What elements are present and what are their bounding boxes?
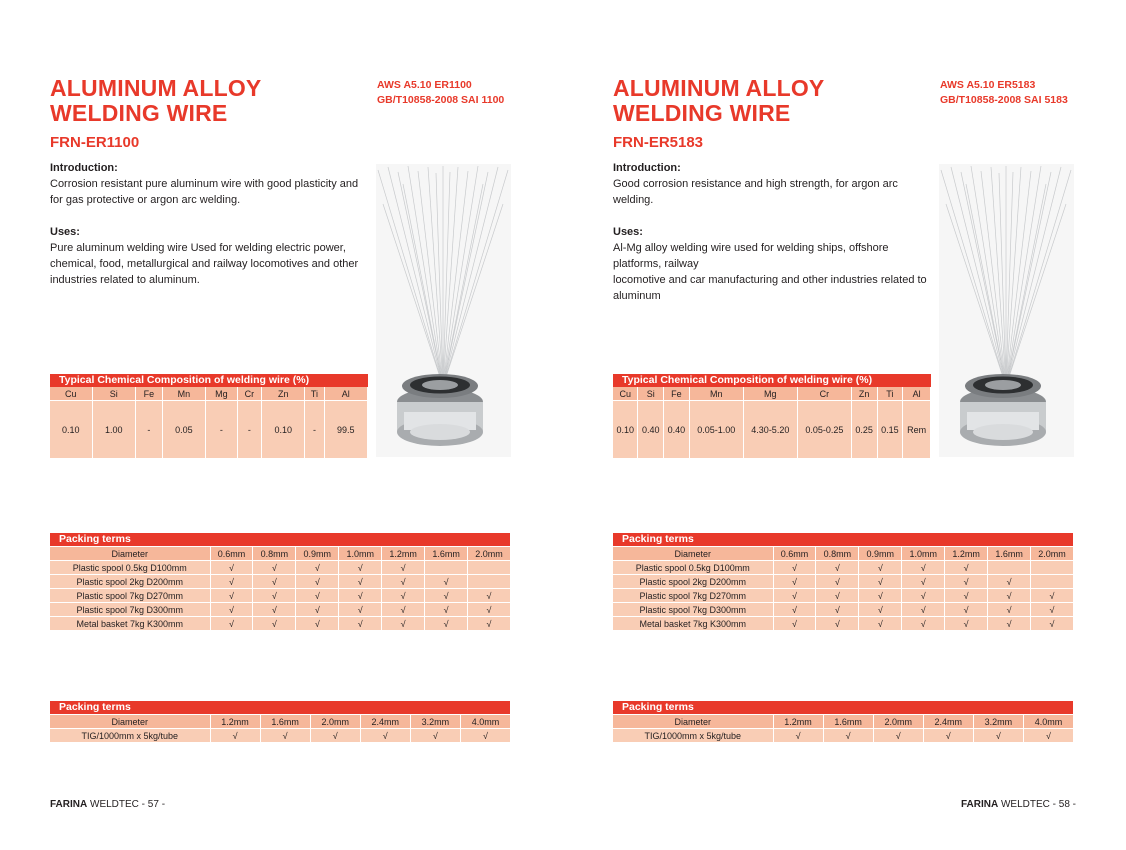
check-cell: √	[988, 589, 1031, 603]
page-footer	[961, 799, 1076, 810]
check-cell: √	[296, 575, 339, 589]
check-cell: √	[816, 589, 859, 603]
check-cell: √	[902, 617, 945, 631]
product-model: FRN-ER5183	[613, 134, 704, 151]
page-footer	[50, 799, 165, 810]
check-cell: √	[382, 603, 425, 617]
check-cell: √	[382, 575, 425, 589]
standard-aws: AWS A5.10 ER5183	[940, 79, 1036, 91]
check-cell: √	[210, 603, 253, 617]
check-cell: √	[210, 617, 253, 631]
check-cell: √	[859, 575, 902, 589]
uses-line: Pure aluminum welding wire Used for welding electric power,	[50, 242, 346, 254]
check-cell: √	[859, 617, 902, 631]
chemical-composition-title: Typical Chemical Composition of welding wire (%)	[50, 374, 368, 387]
check-cell: √	[902, 561, 945, 575]
title-line-2: WELDING WIRE	[613, 100, 791, 126]
table-row	[50, 561, 511, 575]
diameter-size-header: 1.6mm	[823, 715, 873, 729]
element-header: Al	[903, 387, 931, 401]
footer-page-number: WELDTEC - 57 -	[87, 799, 166, 810]
standard-gb: GB/T10858-2008 SAI 5183	[940, 94, 1068, 106]
packing-terms-spool-table	[613, 533, 1074, 631]
diameter-header: Diameter	[50, 547, 210, 561]
check-cell: √	[773, 729, 823, 743]
product-model: FRN-ER1100	[50, 134, 140, 151]
check-cell: √	[468, 603, 511, 617]
uses-line: chemical, food, metallurgical and railway locomotives and other	[50, 258, 359, 270]
check-cell: √	[902, 589, 945, 603]
packing-type-cell: TIG/1000mm x 5kg/tube	[613, 729, 773, 743]
title-line-1: ALUMINUM ALLOY	[613, 75, 825, 101]
diameter-size-header: 2.4mm	[923, 715, 973, 729]
check-cell: √	[382, 617, 425, 631]
check-cell: √	[360, 729, 410, 743]
table-row	[50, 589, 511, 603]
check-cell: √	[382, 589, 425, 603]
chemical-composition-table	[50, 374, 368, 458]
check-cell: √	[923, 729, 973, 743]
diameter-size-header: 2.4mm	[360, 715, 410, 729]
check-cell: √	[902, 603, 945, 617]
product-title	[613, 76, 824, 126]
element-value: -	[305, 401, 324, 459]
check-cell: √	[468, 617, 511, 631]
footer-page-number: WELDTEC - 58 -	[998, 799, 1076, 810]
element-header: Mg	[206, 387, 238, 401]
packing-terms-title: Packing terms	[613, 533, 1074, 547]
introduction-heading: Introduction:	[50, 162, 118, 174]
check-cell: √	[1031, 589, 1074, 603]
check-cell: √	[339, 589, 382, 603]
check-cell	[468, 575, 511, 589]
check-cell: √	[253, 589, 296, 603]
check-cell: √	[339, 603, 382, 617]
element-value: Rem	[903, 401, 931, 459]
check-cell: √	[988, 617, 1031, 631]
check-cell: √	[859, 603, 902, 617]
check-cell: √	[816, 561, 859, 575]
check-cell: √	[253, 575, 296, 589]
check-cell: √	[210, 561, 253, 575]
check-cell: √	[339, 575, 382, 589]
uses-line: Al-Mg alloy welding wire used for welding ships, offshore	[613, 242, 889, 254]
diameter-size-header: 4.0mm	[460, 715, 510, 729]
packing-type-cell: Plastic spool 7kg D270mm	[50, 589, 210, 603]
element-value: 0.40	[664, 401, 690, 459]
check-cell: √	[823, 729, 873, 743]
diameter-size-header: 3.2mm	[410, 715, 460, 729]
uses-section	[50, 224, 368, 288]
table-row	[613, 617, 1074, 631]
table-row	[50, 617, 511, 631]
introduction-line: Good corrosion resistance and high strength, for argon arc	[613, 178, 898, 190]
catalog-page-right	[563, 0, 1126, 850]
diameter-size-header: 1.2mm	[773, 715, 823, 729]
check-cell: √	[425, 603, 468, 617]
title-line-2: WELDING WIRE	[50, 100, 228, 126]
introduction-line: Corrosion resistant pure aluminum wire with good plasticity and	[50, 178, 359, 190]
check-cell: √	[988, 575, 1031, 589]
check-cell: √	[945, 575, 988, 589]
element-header: Ti	[877, 387, 903, 401]
check-cell: √	[773, 575, 816, 589]
element-value: 0.05-1.00	[689, 401, 743, 459]
element-header: Cu	[50, 387, 92, 401]
diameter-size-header: 2.0mm	[873, 715, 923, 729]
element-header: Mn	[162, 387, 205, 401]
element-header: Zn	[851, 387, 877, 401]
check-cell: √	[382, 561, 425, 575]
element-value: 0.10	[613, 401, 638, 459]
element-header: Cu	[613, 387, 638, 401]
element-header: Fe	[135, 387, 162, 401]
wire-spool-image	[376, 164, 511, 457]
packing-type-cell: TIG/1000mm x 5kg/tube	[50, 729, 210, 743]
standard-gb: GB/T10858-2008 SAI 1100	[377, 94, 505, 106]
wire-spool-image	[939, 164, 1074, 457]
chemical-composition-table	[613, 374, 931, 458]
diameter-size-header: 2.0mm	[468, 547, 511, 561]
packing-terms-title: Packing terms	[50, 533, 511, 547]
element-value: 0.10	[50, 401, 92, 459]
check-cell: √	[816, 617, 859, 631]
element-header: Mg	[743, 387, 797, 401]
check-cell: √	[973, 729, 1023, 743]
diameter-size-header: 0.6mm	[210, 547, 253, 561]
diameter-size-header: 2.0mm	[1031, 547, 1074, 561]
introduction-line: welding.	[613, 194, 654, 206]
packing-type-cell: Plastic spool 7kg D300mm	[50, 603, 210, 617]
packing-terms-tig-table	[613, 701, 1074, 743]
introduction-section	[613, 160, 931, 208]
diameter-size-header: 1.6mm	[260, 715, 310, 729]
check-cell: √	[773, 589, 816, 603]
element-value: -	[135, 401, 162, 459]
check-cell: √	[773, 561, 816, 575]
table-row	[50, 603, 511, 617]
diameter-header: Diameter	[50, 715, 210, 729]
check-cell: √	[296, 617, 339, 631]
check-cell: √	[816, 603, 859, 617]
introduction-heading: Introduction:	[613, 162, 681, 174]
diameter-size-header: 1.6mm	[988, 547, 1031, 561]
uses-line: industries related to aluminum.	[50, 274, 200, 286]
check-cell: √	[210, 589, 253, 603]
check-cell	[1031, 575, 1074, 589]
check-cell: √	[296, 561, 339, 575]
table-row	[613, 729, 1074, 743]
check-cell: √	[859, 589, 902, 603]
check-cell	[425, 561, 468, 575]
packing-terms-title: Packing terms	[50, 701, 511, 715]
chemical-composition-title: Typical Chemical Composition of welding wire (%)	[613, 374, 931, 387]
table-row	[613, 575, 1074, 589]
diameter-header: Diameter	[613, 715, 773, 729]
element-header: Cr	[237, 387, 262, 401]
check-cell: √	[945, 561, 988, 575]
uses-line: platforms, railway	[613, 258, 699, 270]
element-header: Cr	[797, 387, 851, 401]
packing-type-cell: Plastic spool 2kg D200mm	[50, 575, 210, 589]
table-row	[613, 603, 1074, 617]
diameter-size-header: 1.2mm	[382, 547, 425, 561]
element-header: Al	[324, 387, 368, 401]
check-cell: √	[210, 729, 260, 743]
product-title	[50, 76, 261, 126]
check-cell: √	[410, 729, 460, 743]
diameter-size-header: 0.8mm	[816, 547, 859, 561]
introduction-section	[50, 160, 368, 208]
diameter-size-header: 0.6mm	[773, 547, 816, 561]
standard-codes	[940, 78, 1068, 108]
introduction-line: for gas protective or argon arc welding.	[50, 194, 241, 206]
diameter-size-header: 1.6mm	[425, 547, 468, 561]
check-cell	[468, 561, 511, 575]
check-cell: √	[310, 729, 360, 743]
check-cell: √	[425, 589, 468, 603]
check-cell: √	[1023, 729, 1073, 743]
uses-heading: Uses:	[613, 226, 643, 238]
packing-type-cell: Metal basket 7kg K300mm	[50, 617, 210, 631]
check-cell: √	[253, 603, 296, 617]
diameter-size-header: 1.2mm	[945, 547, 988, 561]
check-cell	[988, 561, 1031, 575]
packing-terms-tig-table	[50, 701, 511, 743]
check-cell: √	[296, 603, 339, 617]
packing-terms-title: Packing terms	[613, 701, 1074, 715]
table-row	[613, 589, 1074, 603]
check-cell: √	[253, 561, 296, 575]
element-value: 0.05-0.25	[797, 401, 851, 459]
check-cell: √	[945, 603, 988, 617]
check-cell: √	[425, 617, 468, 631]
check-cell: √	[425, 575, 468, 589]
check-cell: √	[945, 589, 988, 603]
diameter-size-header: 0.9mm	[859, 547, 902, 561]
check-cell: √	[773, 617, 816, 631]
element-value: 1.00	[92, 401, 135, 459]
packing-type-cell: Plastic spool 0.5kg D100mm	[613, 561, 773, 575]
packing-type-cell: Plastic spool 2kg D200mm	[613, 575, 773, 589]
standard-aws: AWS A5.10 ER1100	[377, 79, 472, 91]
check-cell: √	[468, 589, 511, 603]
element-value: 0.05	[162, 401, 205, 459]
diameter-size-header: 4.0mm	[1023, 715, 1073, 729]
element-header: Mn	[689, 387, 743, 401]
table-row	[50, 575, 511, 589]
footer-brand: FARINA	[960, 799, 999, 810]
element-value: -	[237, 401, 262, 459]
element-header: Si	[92, 387, 135, 401]
check-cell: √	[253, 617, 296, 631]
check-cell: √	[296, 589, 339, 603]
diameter-size-header: 2.0mm	[310, 715, 360, 729]
check-cell: √	[988, 603, 1031, 617]
table-row	[50, 729, 511, 743]
packing-terms-spool-table	[50, 533, 511, 631]
table-row	[613, 561, 1074, 575]
check-cell: √	[1031, 603, 1074, 617]
diameter-header: Diameter	[613, 547, 773, 561]
element-value: 4.30-5.20	[743, 401, 797, 459]
diameter-size-header: 1.0mm	[339, 547, 382, 561]
diameter-size-header: 3.2mm	[973, 715, 1023, 729]
check-cell: √	[1031, 617, 1074, 631]
element-value: 0.10	[262, 401, 305, 459]
packing-type-cell: Plastic spool 0.5kg D100mm	[50, 561, 210, 575]
check-cell: √	[339, 561, 382, 575]
check-cell: √	[873, 729, 923, 743]
check-cell: √	[945, 617, 988, 631]
uses-line: aluminum	[613, 290, 661, 302]
packing-type-cell: Metal basket 7kg K300mm	[613, 617, 773, 631]
check-cell: √	[460, 729, 510, 743]
element-header: Ti	[305, 387, 324, 401]
check-cell: √	[816, 575, 859, 589]
element-header: Fe	[664, 387, 690, 401]
uses-section	[613, 224, 931, 304]
diameter-size-header: 0.8mm	[253, 547, 296, 561]
check-cell: √	[859, 561, 902, 575]
element-header: Zn	[262, 387, 305, 401]
standard-codes	[377, 78, 504, 108]
packing-type-cell: Plastic spool 7kg D270mm	[613, 589, 773, 603]
element-value: 0.25	[851, 401, 877, 459]
diameter-size-header: 1.0mm	[902, 547, 945, 561]
check-cell: √	[339, 617, 382, 631]
footer-brand: FARINA	[50, 799, 88, 810]
element-value: 0.40	[638, 401, 664, 459]
check-cell: √	[260, 729, 310, 743]
element-header: Si	[638, 387, 664, 401]
diameter-size-header: 0.9mm	[296, 547, 339, 561]
element-value: 99.5	[324, 401, 368, 459]
check-cell: √	[902, 575, 945, 589]
title-line-1: ALUMINUM ALLOY	[50, 75, 262, 101]
element-value: -	[206, 401, 238, 459]
uses-line: locomotive and car manufacturing and other industries related to	[613, 274, 927, 286]
check-cell	[1031, 561, 1074, 575]
element-value: 0.15	[877, 401, 903, 459]
check-cell: √	[210, 575, 253, 589]
check-cell: √	[773, 603, 816, 617]
diameter-size-header: 1.2mm	[210, 715, 260, 729]
packing-type-cell: Plastic spool 7kg D300mm	[613, 603, 773, 617]
uses-heading: Uses:	[50, 226, 80, 238]
